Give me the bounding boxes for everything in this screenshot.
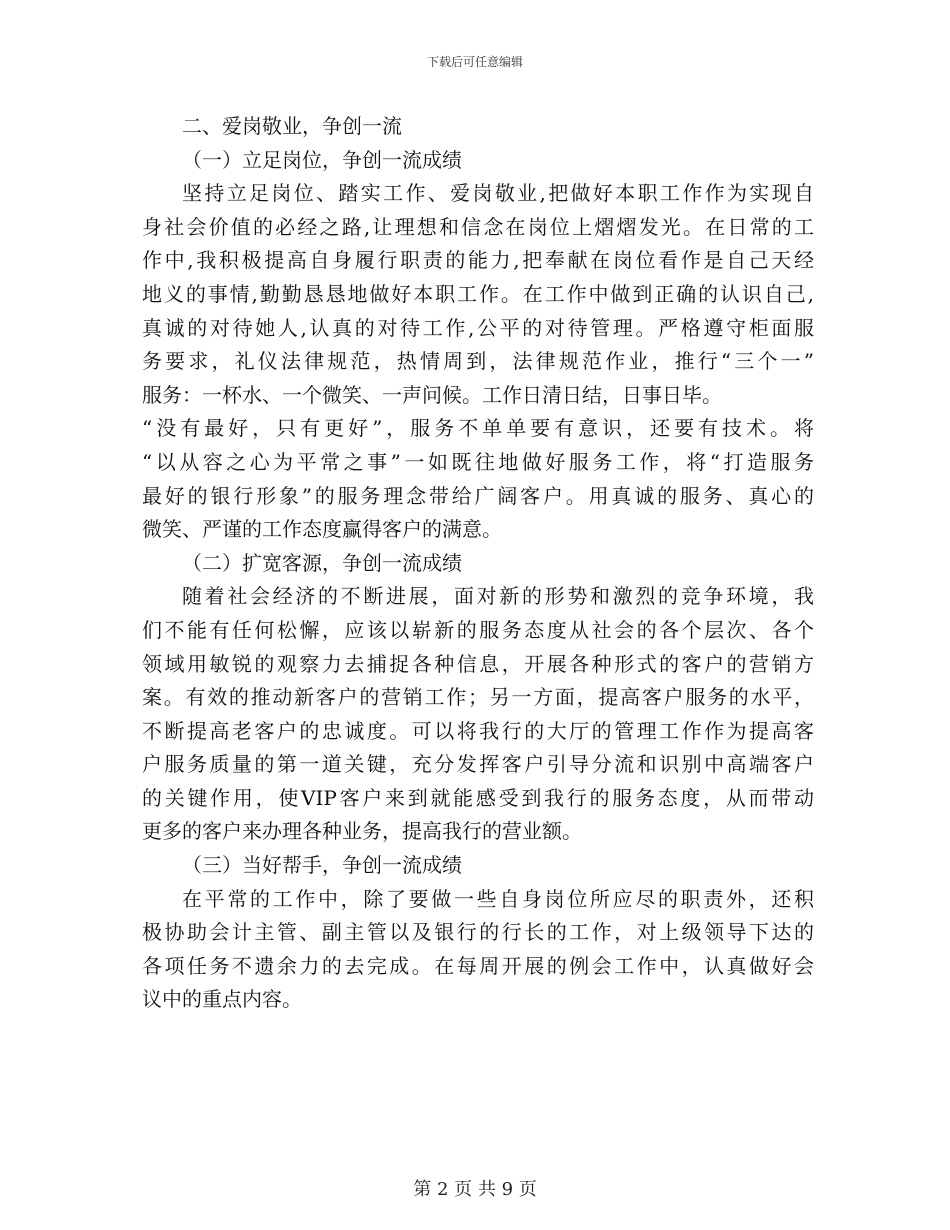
- paragraph-line: “以从容之心为平常之事”一如既往地做好服务工作，将“打造服务: [142, 449, 814, 474]
- subsection-heading-1: （一）立足岗位，争创一流成绩: [182, 147, 462, 172]
- paragraph-line: 真诚的对待她人,认真的对待工作,公平的对待管理。严格遵守柜面服: [142, 315, 814, 340]
- paragraph-line: 各项任务不遗余力的去完成。在每周开展的例会工作中，认真做好会: [142, 953, 814, 978]
- paragraph-line: 不断提高老客户的忠诚度。可以将我行的大厅的管理工作作为提高客: [142, 718, 814, 743]
- paragraph-line: 更多的客户来办理各种业务，提高我行的营业额。: [142, 819, 582, 844]
- paragraph-line: 议中的重点内容。: [142, 987, 302, 1012]
- paragraph-line: 领域用敏锐的观察力去捕捉各种信息，开展各种形式的客户的营销方: [142, 651, 814, 676]
- paragraph-line: 最好的银行形象”的服务理念带给广阔客户。用真诚的服务、真心的: [142, 483, 814, 508]
- paragraph-line: 坚持立足岗位、踏实工作、爱岗敬业,把做好本职工作作为实现自: [182, 181, 814, 206]
- subsection-heading-3: （三）当好帮手，争创一流成绩: [182, 853, 462, 878]
- section-title: 二、爱岗敬业，争创一流: [182, 114, 402, 138]
- paragraph-line: 服务：一杯水、一个微笑、一声问候。工作日清日结，日事日毕。: [142, 382, 722, 407]
- paragraph-line: 务要求，礼仪法律规范，热情周到，法律规范作业，推行“三个一”: [142, 349, 814, 374]
- paragraph-line: 作中,我积极提高自身履行职责的能力,把奉献在岗位看作是自己天经: [142, 248, 814, 273]
- paragraph-line: 地义的事情,勤勤恳恳地做好本职工作。在工作中做到正确的认识自己,: [142, 281, 814, 306]
- paragraph-line: 微笑、严谨的工作态度赢得客户的满意。: [142, 517, 502, 542]
- paragraph-line: 身社会价值的必经之路,让理想和信念在岗位上熠熠发光。在日常的工: [142, 214, 814, 239]
- paragraph-line: 们不能有任何松懈，应该以崭新的服务态度从社会的各个层次、各个: [142, 617, 814, 642]
- paragraph-line: 的关键作用，使VIP客户来到就能感受到我行的服务态度，从而带动: [142, 785, 814, 810]
- paragraph-line: 案。有效的推动新客户的营销工作；另一方面，提高客户服务的水平，: [142, 685, 814, 710]
- subsection-heading-2: （二）扩宽客源，争创一流成绩: [182, 550, 462, 575]
- document-body: [142, 110, 814, 1017]
- page-number-footer: 第 2 页 共 9 页: [413, 1179, 537, 1200]
- paragraph-line: 极协助会计主管、副主管以及银行的行长的工作，对上级领导下达的: [142, 920, 814, 945]
- page-header-note: 下载后可任意编辑: [426, 55, 523, 69]
- paragraph-line: 随着社会经济的不断进展，面对新的形势和激烈的竞争环境，我: [182, 584, 814, 609]
- paragraph-line: 在平常的工作中，除了要做一些自身岗位所应尽的职责外，还积: [182, 886, 814, 911]
- paragraph-line: “没有最好，只有更好”，服务不单单要有意识，还要有技术。将: [142, 416, 814, 441]
- paragraph-line: 户服务质量的第一道关键，充分发挥客户引导分流和识别中高端客户: [142, 752, 814, 777]
